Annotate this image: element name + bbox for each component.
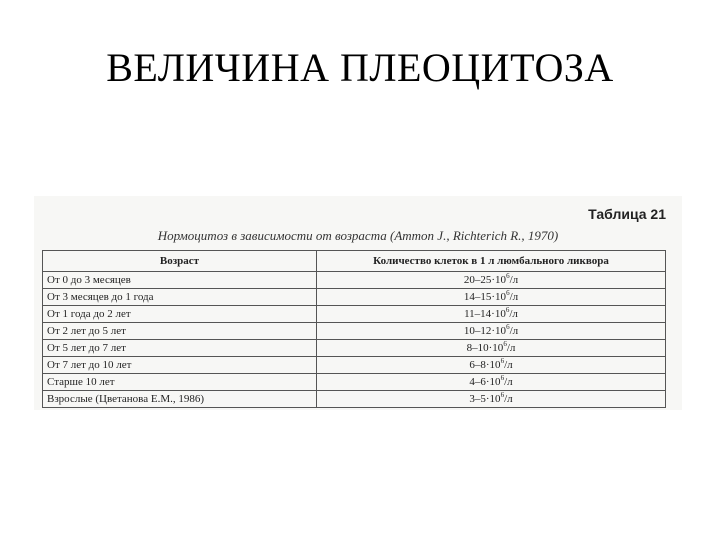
header-cell-count: Количество клеток в 1 л люмбального ликвора — [317, 251, 666, 272]
header-age: Возраст — [43, 251, 317, 272]
slide-title: ВЕЛИЧИНА ПЛЕОЦИТОЗА — [106, 45, 614, 90]
count-exponent: 6 — [500, 374, 505, 382]
count-exponent: 6 — [506, 272, 510, 280]
cell-count-cell — [317, 272, 666, 289]
cell-count-cell — [317, 323, 666, 340]
cell-count-cell — [317, 340, 666, 357]
cell-count-cell — [317, 391, 666, 408]
count-unit: /л — [504, 393, 513, 405]
scanned-table-image — [34, 196, 682, 410]
count-value: 6–8·10 — [469, 359, 501, 371]
count-exponent: 6 — [503, 340, 507, 348]
count-unit: /л — [509, 291, 519, 303]
table-row — [43, 306, 666, 323]
count-unit: /л — [509, 308, 518, 320]
table-row — [43, 374, 666, 391]
count-unit: /л — [504, 376, 513, 388]
age-cell: От 1 года до 2 лет — [43, 306, 317, 323]
cell-count-cell — [317, 289, 666, 306]
age-cell: От 2 лет до 5 лет — [43, 323, 317, 340]
count-value: 14–15·10 — [463, 291, 507, 303]
cell-count-cell — [317, 357, 666, 374]
age-cell: От 5 лет до 7 лет — [43, 340, 317, 357]
count-value: 11–14·10 — [464, 308, 506, 320]
count-unit: /л — [506, 342, 516, 354]
table-row — [43, 272, 666, 289]
table-row — [43, 357, 666, 374]
count-unit: /л — [509, 325, 519, 337]
count-value: 20–25·10 — [463, 274, 507, 286]
count-value: 3–5·10 — [469, 393, 501, 405]
count-exponent: 6 — [506, 289, 510, 297]
count-value: 10–12·10 — [463, 325, 507, 337]
table-row — [43, 340, 666, 357]
count-exponent: 6 — [500, 357, 505, 365]
count-exponent: 6 — [506, 323, 510, 331]
count-unit: /л — [509, 274, 519, 286]
count-exponent: 6 — [500, 391, 505, 399]
age-cell: Старше 10 лет — [43, 374, 317, 391]
table-row — [43, 289, 666, 306]
table-row — [43, 391, 666, 408]
table-row — [43, 323, 666, 340]
normocytosis-table — [42, 250, 666, 408]
age-cell: От 7 лет до 10 лет — [43, 357, 317, 374]
count-exponent: 6 — [505, 306, 510, 314]
cell-count-cell — [317, 306, 666, 323]
age-cell: От 0 до 3 месяцев — [43, 272, 317, 289]
count-unit: /л — [504, 359, 513, 371]
table-header-row — [43, 251, 666, 272]
table-number: Таблица 21 — [588, 206, 666, 222]
age-cell: От 3 месяцев до 1 года — [43, 289, 317, 306]
count-value: 8–10·10 — [466, 342, 504, 354]
count-value: 4–6·10 — [469, 376, 501, 388]
table-caption: Нормоцитоз в зависимости от возраста (Ammon J., Richterich R., 1970) — [157, 228, 559, 243]
cell-count-cell — [317, 374, 666, 391]
age-cell: Взрослые (Цветанова Е.М., 1986) — [43, 391, 317, 408]
